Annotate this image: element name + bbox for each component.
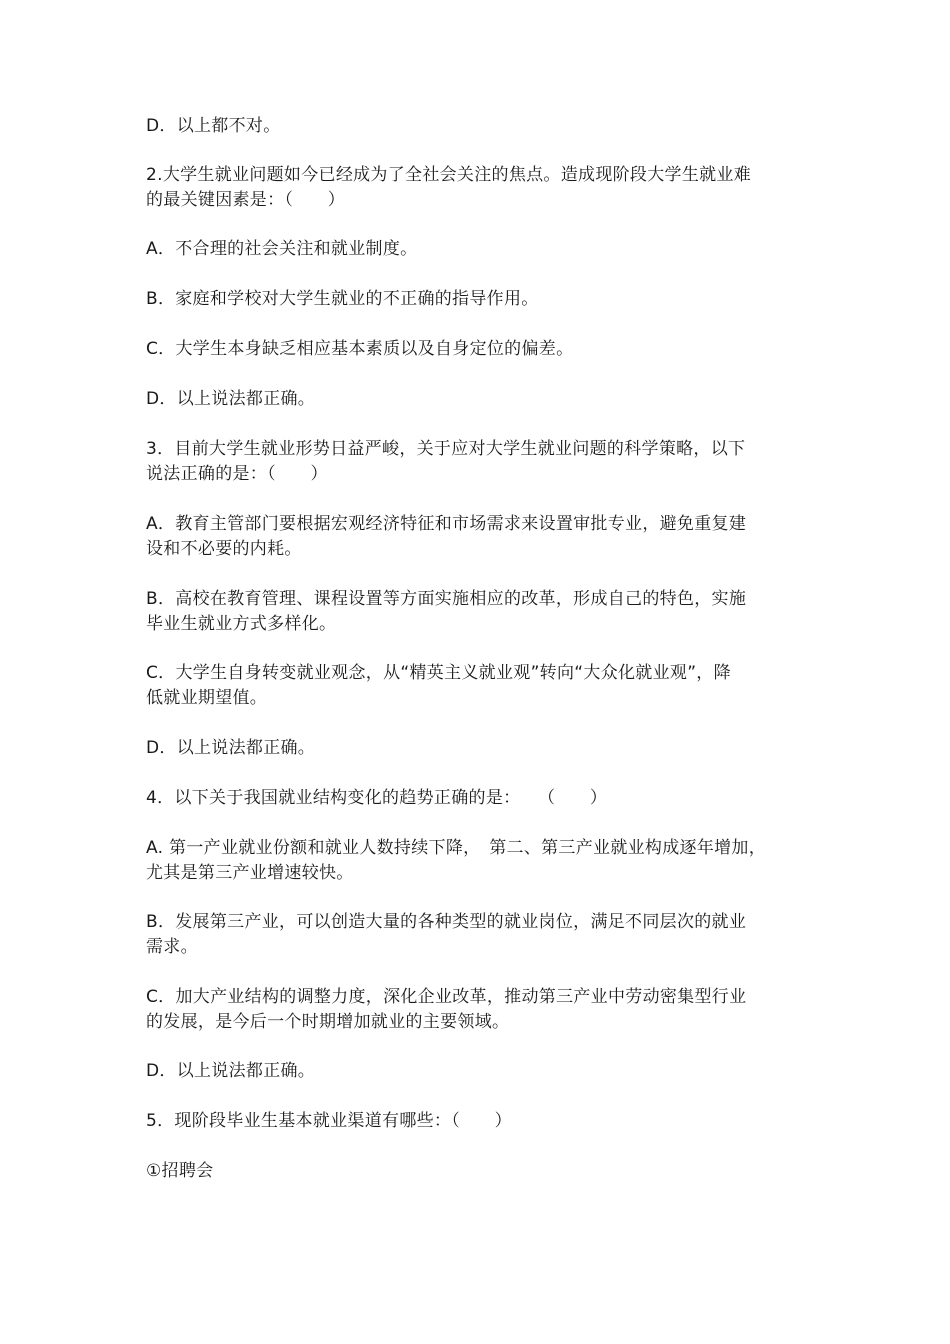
text-line: 的发展，是今后一个时期增加就业的主要领域。 [146, 1012, 510, 1032]
question-4-option-d [146, 1059, 816, 1084]
question-5 [146, 1109, 816, 1134]
question-5-item-1 [146, 1159, 816, 1184]
text-line: D．以上都不对。 [146, 116, 281, 136]
question-2-option-c [146, 337, 816, 362]
text-line: B．发展第三产业，可以创造大量的各种类型的就业岗位，满足不同层次的就业 [146, 912, 747, 932]
text-line: 5．现阶段毕业生基本就业渠道有哪些：（ ） [146, 1111, 512, 1131]
question-2 [146, 163, 816, 213]
text-line: D．以上说法都正确。 [146, 1061, 316, 1081]
text-line: 3．目前大学生就业形势日益严峻，关于应对大学生就业问题的科学策略，以下 [146, 439, 746, 459]
text-line: D．以上说法都正确。 [146, 389, 316, 409]
text-line: C．加大产业结构的调整力度，深化企业改革，推动第三产业中劳动密集型行业 [146, 987, 747, 1007]
question-3-option-a [146, 512, 816, 562]
text-line: 设和不必要的内耗。 [146, 539, 302, 559]
text-line: D．以上说法都正确。 [146, 738, 316, 758]
text-line: 说法正确的是：（ ） [146, 464, 328, 484]
question-4 [146, 786, 816, 811]
question-4-option-c [146, 985, 816, 1035]
question-2-option-d [146, 387, 816, 412]
question-3-option-c [146, 661, 816, 711]
text-line: 低就业期望值。 [146, 688, 268, 708]
text-line: B．高校在教育管理、课程设置等方面实施相应的改革，形成自己的特色，实施 [146, 589, 747, 609]
text-line: B．家庭和学校对大学生就业的不正确的指导作用。 [146, 289, 539, 309]
paragraph-1-option-d [146, 114, 816, 139]
text-line: 需求。 [146, 937, 198, 957]
question-2-option-a [146, 237, 816, 262]
text-line: A. 第一产业就业份额和就业人数持续下降， 第二、第三产业就业构成逐年增加， [146, 838, 767, 858]
text-line: 尤其是第三产业增速较快。 [146, 863, 354, 883]
question-4-option-b [146, 910, 816, 960]
text-line: A．不合理的社会关注和就业制度。 [146, 239, 418, 259]
text-line: 2.大学生就业问题如今已经成为了全社会关注的焦点。造成现阶段大学生就业难 [146, 165, 752, 185]
text-line: C．大学生本身缺乏相应基本素质以及自身定位的偏差。 [146, 339, 574, 359]
text-line: A．教育主管部门要根据宏观经济特征和市场需求来设置审批专业，避免重复建 [146, 514, 747, 534]
text-line: ①招聘会 [146, 1161, 214, 1181]
text-line: 4．以下关于我国就业结构变化的趋势正确的是： （ ） [146, 788, 608, 808]
question-3 [146, 437, 816, 487]
text-line: 毕业生就业方式多样化。 [146, 614, 337, 634]
question-4-option-a [146, 836, 816, 886]
text-line: 的最关键因素是：（ ） [146, 190, 346, 210]
question-3-option-b [146, 587, 816, 637]
question-3-option-d [146, 736, 816, 761]
question-2-option-b [146, 287, 816, 312]
text-line: C．大学生自身转变就业观念，从“精英主义就业观”转向“大众化就业观”，降 [146, 663, 731, 683]
